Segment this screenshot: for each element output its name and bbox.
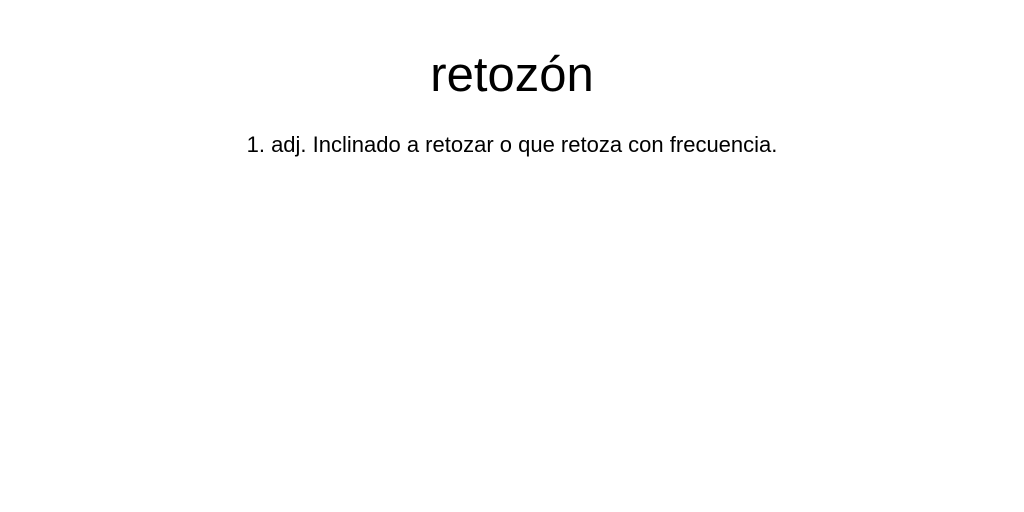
- definition-1: 1. adj. Inclinado a retozar o que retoza con frecuencia.: [246, 132, 778, 157]
- headword: retozón: [430, 48, 594, 102]
